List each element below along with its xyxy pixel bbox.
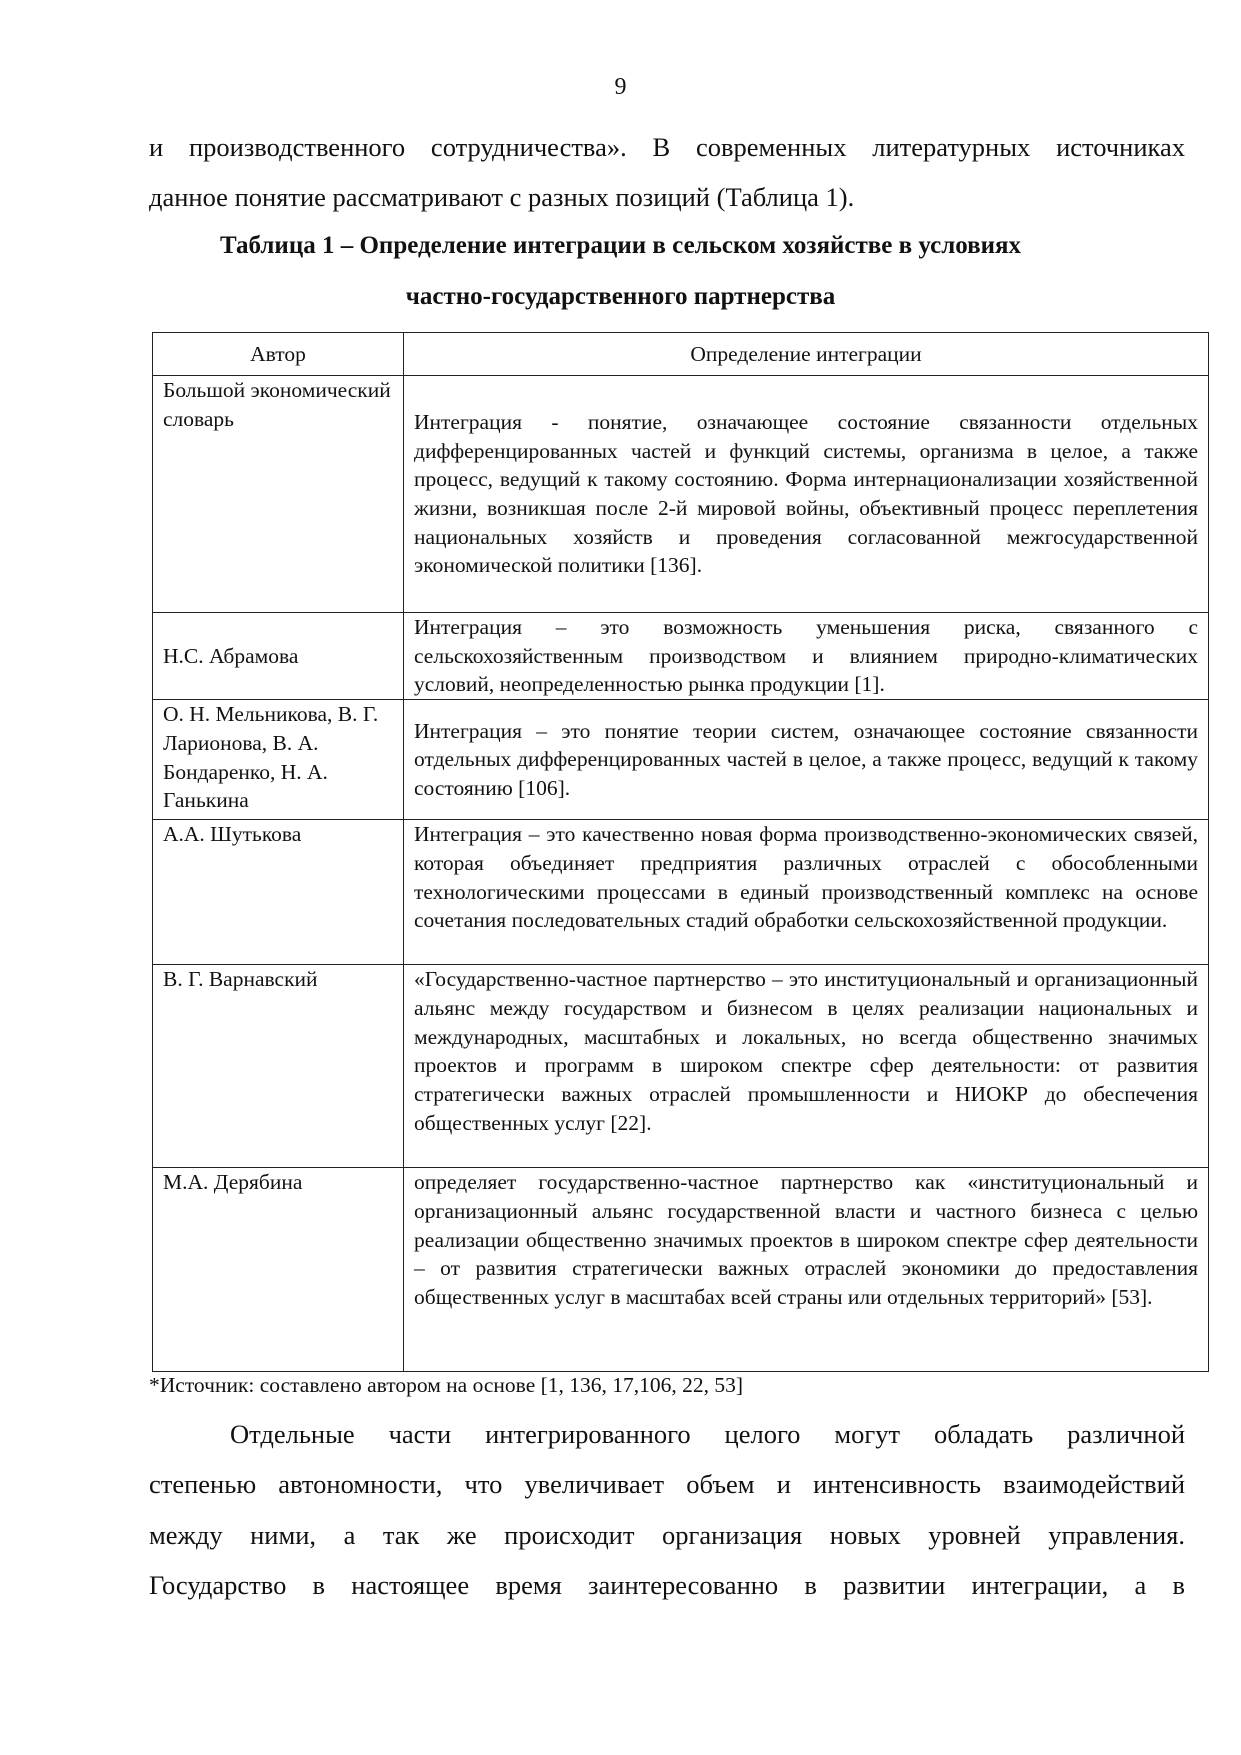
definition-cell: «Государственно-частное партнерство – это институциональный и организационный альянс между государством и бизнесом в целях реализации национальных и международных, масштабных и локальных, но всегда общественно значимых проектов и программ в широком спектре сфер деятельности: от развития стратегически важных отраслей промышленности и НИОКР до обеспечения общественных услуг [22]. — [404, 965, 1209, 1168]
definition-cell: Интеграция – это качественно новая форма производственно-экономических связей, которая объединяет предприятия различных отраслей с обособленными технологическими процессами в единый производственный комплекс на основе сочетания последовательных стадий обработки сельскохозяйственной продукции. — [404, 820, 1209, 965]
author-cell: Н.С. Абрамова — [153, 613, 404, 700]
body-line: между ними, а так же происходит организация новых уровней управления. — [149, 1520, 1185, 1550]
author-cell: О. Н. Мельникова, В. Г. Ларионова, В. А. Бондаренко, Н. А. Ганькина — [153, 700, 404, 820]
definition-cell: Интеграция – это понятие теории систем, означающее состояние связанности отдельных дифференцированных частей в целое, а также процесс, ведущий к такому состоянию [106]. — [404, 700, 1209, 820]
definition-cell: Интеграция - понятие, означающее состояние связанности отдельных дифференцированных частей и функций системы, организма в целое, а также процесс, ведущий к такому состоянию. Форма интернационализации хозяйственной жизни, возникшая после 2-й мировой войны, объективный процесс переплетения национальных хозяйств и проведения согласованной межгосударственной экономической политики [136]. — [404, 376, 1209, 613]
author-cell: Большой экономический словарь — [153, 376, 404, 613]
intro-line: и производственного сотрудничества». В современных литературных источниках — [149, 132, 1185, 162]
definitions-table — [152, 332, 1209, 1372]
author-cell: М.А. Дерябина — [153, 1168, 404, 1372]
table-row — [153, 700, 1209, 820]
table-row — [153, 1168, 1209, 1372]
table-row — [153, 376, 1209, 613]
table-header-row — [153, 333, 1209, 376]
table-caption: Таблица 1 – Определение интеграции в сельском хозяйстве в условиях — [219, 232, 1022, 259]
body-line: Отдельные части интегрированного целого могут обладать различной — [230, 1419, 1185, 1449]
table-caption: частно-государственного партнерства — [405, 283, 836, 310]
author-cell: А.А. Шутькова — [153, 820, 404, 965]
header-author: Автор — [153, 333, 404, 376]
intro-line: данное понятие рассматривают с разных позиций (Таблица 1). — [149, 182, 855, 212]
definition-cell: определяет государственно-частное партнерство как «институциональный и организационный альянс государственной власти и частного бизнеса с целью реализации общественно значимых проектов в широком спектре сфер деятельности – от развития стратегически важных отраслей экономики до предоставления общественных услуг в масштабах всей страны или отдельных территорий» [53]. — [404, 1168, 1209, 1372]
table-row — [153, 965, 1209, 1168]
page-number: 9 — [614, 74, 627, 100]
source-note: *Источник: составлено автором на основе [1, 136, 17,106, 22, 53] — [149, 1373, 744, 1397]
author-cell: В. Г. Варнавский — [153, 965, 404, 1168]
definition-cell: Интеграция – это возможность уменьшения риска, связанного с сельскохозяйственным производством и влиянием природно-климатических условий, неопределенностью рынка продукции [1]. — [404, 613, 1209, 700]
table-row — [153, 613, 1209, 700]
body-line: Государство в настоящее время заинтересованно в развитии интеграции, а в — [149, 1570, 1185, 1600]
body-line: степенью автономности, что увеличивает объем и интенсивность взаимодействий — [149, 1469, 1185, 1499]
table-row — [153, 820, 1209, 965]
header-definition: Определение интеграции — [404, 333, 1209, 376]
